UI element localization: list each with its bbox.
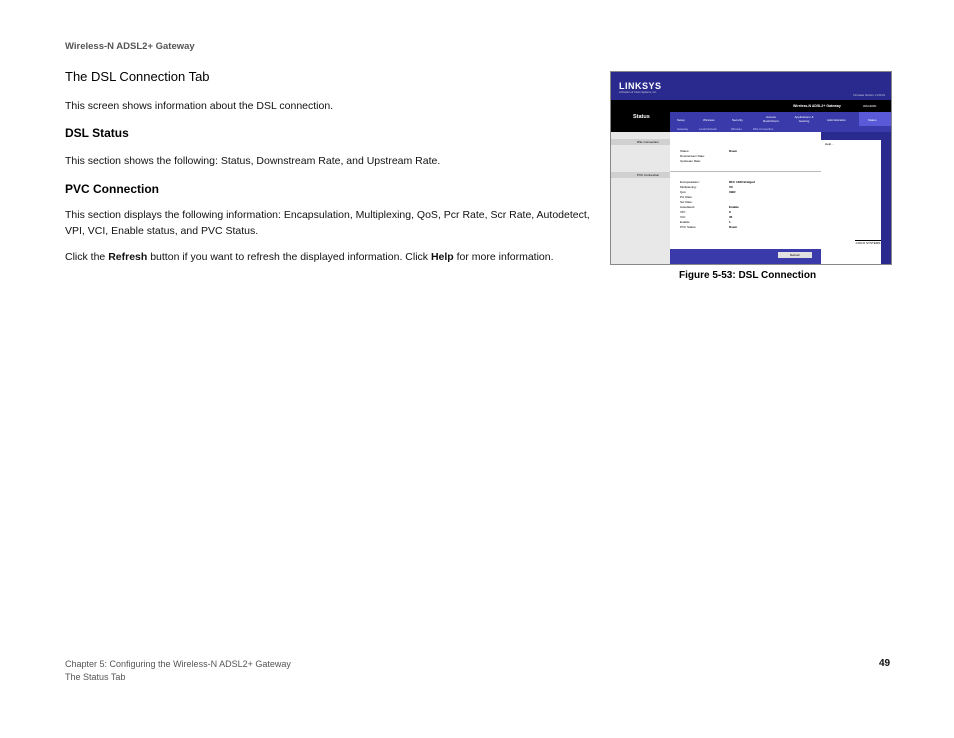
- section-title: The DSL Connection Tab: [65, 69, 210, 84]
- tab-access-restrictions[interactable]: Access Restrictions: [763, 115, 779, 123]
- running-header: Wireless-N ADSL2+ Gateway: [65, 41, 195, 52]
- subtab-wireless[interactable]: Wireless: [731, 127, 742, 131]
- field-label: Scr Rate:: [680, 200, 693, 204]
- refresh-text-post: for more information.: [453, 251, 554, 263]
- dsl-status-paragraph: This section shows the following: Status, Downstream Rate, and Upstream Rate.: [65, 155, 441, 167]
- tab-status[interactable]: Status: [868, 118, 877, 122]
- figure-caption: Figure 5-53: DSL Connection: [679, 270, 817, 281]
- section-label: Status: [633, 114, 650, 120]
- field-value: 1: [729, 220, 731, 224]
- field-value: RFC 1483 Bridged: [729, 180, 755, 184]
- tab-wireless[interactable]: Wireless: [703, 118, 715, 122]
- linksys-logo: LINKSYS: [619, 81, 662, 91]
- tab-applications-gaming[interactable]: Applications & Gaming: [794, 115, 814, 123]
- footer-chapter: Chapter 5: Configuring the Wireless-N ADSL2+ Gateway: [65, 659, 291, 669]
- field-label: Autodetect:: [680, 205, 696, 209]
- field-label: Downstream Rate:: [680, 154, 705, 158]
- linksys-tagline: A Division of Cisco Systems, Inc.: [619, 91, 657, 94]
- footer-section: The Status Tab: [65, 672, 126, 682]
- pvc-connection-heading: PVC Connection: [65, 182, 160, 196]
- field-label: PVC Status:: [680, 225, 697, 229]
- product-name: Wireless-N ADSL2+ Gateway: [793, 104, 841, 108]
- product-bar: [670, 100, 891, 112]
- section-divider: [670, 171, 821, 172]
- intro-paragraph: This screen shows information about the DSL connection.: [65, 100, 334, 112]
- tab-administration[interactable]: Administration: [827, 118, 847, 122]
- dsl-connection-screenshot: [610, 71, 892, 265]
- sidebar-dsl-connection: DSL Connection: [637, 140, 659, 144]
- field-value: Down: [729, 225, 738, 229]
- field-value: Down: [729, 149, 738, 153]
- field-value: Enable: [729, 205, 739, 209]
- field-label: Qos:: [680, 190, 687, 194]
- field-label: Enable:: [680, 220, 691, 224]
- pvc-connection-paragraph: This section displays the following information: Encapsulation, Multiplexing, QoS, Pcr Rate, Scr Rate, Autodetect, VPI, VCI, Enable status, and PVC Status.: [65, 209, 590, 237]
- field-value: VC: [729, 185, 734, 189]
- field-label: Pcr Rate:: [680, 195, 693, 199]
- page-number: 49: [879, 658, 891, 669]
- page-footer: [65, 658, 291, 684]
- refresh-button[interactable]: Refresh: [778, 252, 812, 258]
- help-word: Help: [430, 251, 454, 263]
- tab-setup[interactable]: Setup: [677, 118, 685, 122]
- subtab-local-network[interactable]: Local Network: [699, 127, 717, 131]
- refresh-word: Refresh: [108, 251, 148, 263]
- field-label: Status:: [680, 149, 690, 153]
- firmware-version: Firmware Version: v1.00.01: [853, 94, 885, 97]
- refresh-text-mid: button if you want to refresh the displayed information. Click: [147, 251, 431, 263]
- help-link[interactable]: Help...: [825, 142, 834, 146]
- refresh-help-paragraph: [65, 249, 595, 265]
- screenshot-main-panel: [670, 132, 821, 249]
- subtab-gateway[interactable]: Gateway: [677, 127, 689, 131]
- tab-security[interactable]: Security: [732, 118, 743, 122]
- cisco-systems-badge: CISCO SYSTEMS: [855, 240, 881, 259]
- field-label: Encapsulation:: [680, 180, 700, 184]
- field-label: VPI:: [680, 210, 686, 214]
- field-value: UBR: [729, 190, 736, 194]
- field-label: Multiplexing:: [680, 185, 697, 189]
- screenshot-sidebar: [611, 132, 670, 264]
- sidebar-pvc-connection: PVC Connection: [637, 173, 660, 177]
- field-label: Upstream Rate:: [680, 159, 702, 163]
- refresh-text-pre: Click the: [65, 251, 109, 263]
- model-name: WAG300N: [863, 104, 877, 108]
- field-value: 8: [729, 210, 731, 214]
- field-value: 35: [729, 215, 733, 219]
- dsl-status-heading: DSL Status: [65, 126, 129, 140]
- subtab-dsl-connection[interactable]: DSL Connection: [753, 127, 774, 131]
- field-label: VCI:: [680, 215, 686, 219]
